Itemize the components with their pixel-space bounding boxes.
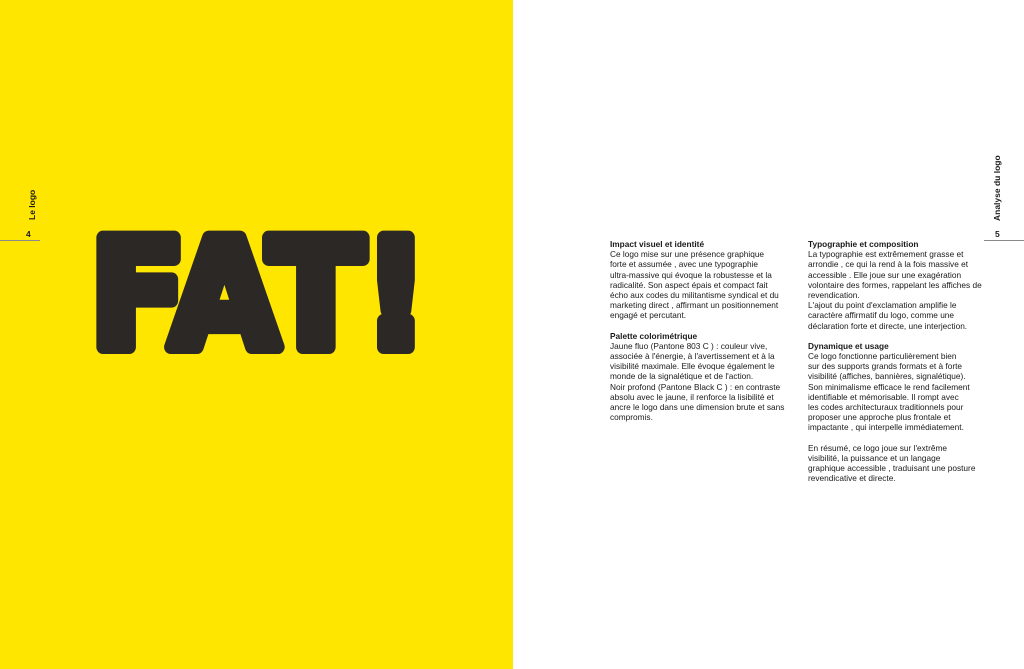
text-column-right (808, 239, 988, 493)
body-line: revendication. (808, 290, 860, 301)
section-impact-visuel (610, 239, 790, 321)
section-heading: Impact visuel et identité (610, 239, 705, 249)
section-resume (808, 443, 988, 484)
section-palette (610, 331, 790, 423)
body-line: L'ajout du point d'exclamation amplifie le (808, 300, 957, 311)
body-line: visibilité, la puissance et un langage (808, 452, 941, 463)
left-page-number: 4 (26, 229, 31, 239)
section-dynamique (808, 341, 988, 433)
right-page-side-title: Analyse du logo (992, 155, 1002, 221)
body-line: forte et assumée , avec une typographie (610, 259, 759, 270)
body-line: engagé et percutant. (610, 310, 687, 321)
fat-logo (88, 225, 433, 365)
body-line: écho aux codes du militantisme syndical et du (610, 290, 779, 301)
body-line: visibilité (affiches, bannières, signalétique). (808, 371, 966, 382)
fat-logo-svg (88, 225, 433, 365)
body-line: sur des supports grands formats et à forte (808, 361, 963, 372)
body-line: absolu avec le jaune, il renforce la lisibilité et (610, 391, 774, 402)
section-heading: Typographie et composition (808, 239, 919, 249)
body-line: les codes architecturaux traditionnels pour (808, 402, 964, 413)
body-line: visibilité maximale. Elle évoque également le (610, 361, 775, 372)
right-page-rule (984, 240, 1024, 241)
body-line: proposer une approche plus frontale et (808, 412, 951, 423)
left-page-rule (0, 240, 40, 241)
body-line: Ce logo mise sur une présence graphique (610, 249, 765, 260)
left-page-side-title: Le logo (27, 189, 37, 220)
body-line: volontaire des formes, rappelant les affiches de (808, 279, 982, 290)
body-line: revendicative et directe. (808, 473, 896, 484)
body-line: Noir profond (Pantone Black C ) : en contraste (610, 381, 781, 392)
body-line: déclaration forte et directe, une interjection. (808, 320, 968, 331)
body-line: identifiable et mémorisable. Il rompt avec (808, 391, 959, 402)
body-line: ancre le logo dans une dimension brute et sans (610, 402, 785, 413)
body-line: arrondie , ce qui la rend à la fois massive et (808, 259, 969, 270)
body-line: Ce logo fonctionne particulièrement bien (808, 351, 957, 362)
body-line: En résumé, ce logo joue sur l'extrême (808, 442, 948, 453)
body-line: graphique accessible , traduisant une posture (808, 463, 976, 474)
body-line: associée à l'énergie, à l'avertissement et à la (610, 351, 775, 362)
fat-logo-text: FAT! (90, 225, 428, 365)
body-line: marketing direct , affirmant un positionnement (610, 300, 779, 311)
section-heading: Dynamique et usage (808, 340, 889, 351)
body-line: impactante , qui interpelle immédiatement. (808, 422, 964, 433)
body-line: caractère affirmatif du logo, comme une (808, 310, 955, 321)
section-heading: Palette colorimétrique (610, 330, 698, 341)
body-line: accessible . Elle joue sur une exagération (808, 269, 962, 280)
body-line: radicalité. Son aspect épais et compact fait (610, 279, 768, 290)
body-line: ultra-massive qui évoque la robustesse et la (610, 269, 772, 280)
right-page-number: 5 (995, 229, 1000, 239)
body-line: Jaune fluo (Pantone 803 C ) : couleur vive, (610, 340, 768, 351)
body-line: monde de la signalétique et de l'action. (610, 371, 754, 382)
body-line: compromis. (610, 412, 653, 423)
body-line: La typographie est extrêmement grasse et (808, 249, 964, 260)
right-page (513, 0, 1024, 669)
body-line: Son minimalisme efficace le rend facilement (808, 381, 970, 392)
section-typographie (808, 239, 988, 331)
text-column-left (610, 239, 790, 432)
